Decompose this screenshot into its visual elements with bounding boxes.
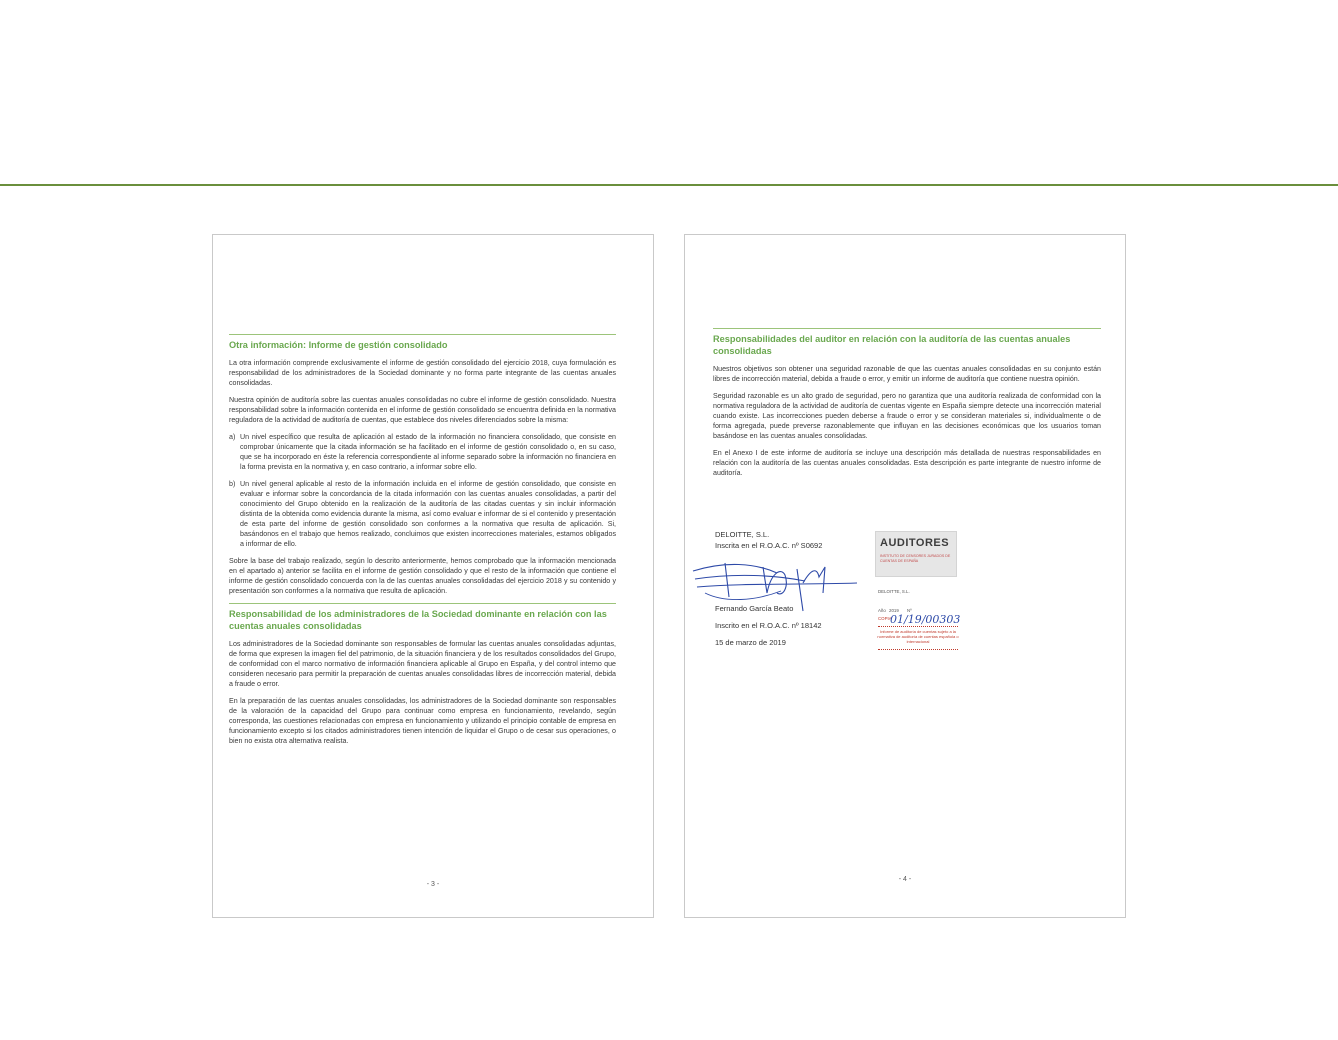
auditores-stamp [875, 531, 957, 577]
signer-block [715, 603, 822, 648]
signer-name: Fernando García Beato [715, 604, 794, 613]
paragraph: Sobre la base del trabajo realizado, según lo descrito anteriormente, hemos comprobado que la información mencionada en el apartado a) anterior se facilita en el informe de gestión consolidado y que el resto de la información que contiene el informe de gestión consolidado concuerda con la de las cuentas anuales consolidadas del ejercicio 2018 y su contenido y presentación son conformes a la normativa que resulta de aplicación. [229, 557, 616, 595]
paragraph: Seguridad razonable es un alto grado de seguridad, pero no garantiza que una auditoría realizada de conformidad con la normativa reguladora de la actividad de auditoría de cuentas vigente en España siempre detecte una incorrección material cuando existe. Las incorrecciones pueden deberse a fraude o error y se consideran materiales si, individualmente o de forma agregada, puede preverse razonablemente que influyan en las decisiones económicas que los usuarios toman basándose en las cuentas anuales consolidadas. [713, 392, 1101, 440]
stamp-title: AUDITORES [880, 537, 950, 549]
seal-year-label: Año [878, 608, 886, 613]
section-heading-other-info: Otra información: Informe de gestión consolidado [229, 340, 448, 350]
page-number: - 4 - [898, 876, 912, 883]
document-page-3 [212, 234, 654, 918]
paragraph: Los administradores de la Sociedad dominante son responsables de formular las cuentas anuales consolidadas adjuntas, de forma que expresen la imagen fiel del patrimonio, de la situación financiera y de los resultados consolidados del Grupo, de conformidad con el marco normativo de información financiera aplicable al Grupo en España, y del control interno que consideren necesario para permitir la preparación de cuentas anuales consolidadas libres de incorrección material, debida a fraude o error. [229, 640, 616, 688]
document-page-4 [684, 234, 1126, 918]
seal-year: 2019 [889, 608, 899, 613]
list-item [229, 432, 616, 472]
section-rule [229, 603, 616, 604]
firm-name: DELOITTE, S.L. [715, 530, 770, 539]
paragraph: Nuestra opinión de auditoría sobre las cuentas anuales consolidadas no cubre el informe de gestión consolidado. Nuestra responsabilidad sobre la información contenida en el informe de gestión consolidado se encuentra definida en la normativa reguladora de la actividad de auditoría de cuentas, que establece dos niveles diferenciados sobre la misma: [229, 396, 616, 424]
seal-note: Informe de auditoría de cuentas sujeto a la normativa de auditoría de cuentas española o internacional [877, 629, 959, 644]
page4-content [713, 328, 1101, 485]
list-item [229, 479, 616, 549]
firm-registry: Inscrita en el R.O.A.C. nº S0692 [715, 541, 823, 550]
section-rule [229, 334, 616, 335]
section-rule [713, 328, 1101, 329]
paragraph: La otra información comprende exclusivamente el informe de gestión consolidado del ejercicio 2018, cuya formulación es responsabilidad de los administradores de la Sociedad dominante y no forma parte integrante de las cuentas anuales consolidadas. [229, 359, 616, 387]
page-number: - 3 - [426, 881, 440, 888]
list-text: Un nivel general aplicable al resto de la información incluida en el informe de gestión consolidado, que consiste en evaluar e informar sobre la concordancia de la citada información con las cuentas anuales consolidadas, a partir del conocimiento del Grupo obtenido en la realización de la auditoría de las citadas cuentas y sin incluir información distinta de la obtenida como evidencia durante la misma, así como evaluar e informar de si el contenido y presentación de esta parte del informe de gestión consolidado son conformes a la normativa que resulta de aplicación. Si, basándonos en el trabajo que hemos realizado, concluimos que existen incorrecciones materiales, estamos obligados a informar de ello. [240, 480, 616, 548]
signature-date: 15 de marzo de 2019 [715, 638, 786, 647]
seal-number: 01/19/00303 [890, 613, 961, 626]
page3-content [229, 334, 616, 753]
seal-dotted-line [878, 649, 958, 650]
paragraph: En la preparación de las cuentas anuales consolidadas, los administradores de la Sociedad dominante son responsables de la valoración de la capacidad del Grupo para continuar como empresa en funcionamiento, revelando, según corresponda, las cuestiones relacionadas con empresa en funcionamiento y utilizando el principio contable de empresa en funcionamiento excepto si los citados administradores tienen intención de liquidar el Grupo o de cesar sus operaciones, o bien no exista otra alternativa realista. [229, 697, 616, 745]
list-marker: a) [229, 433, 236, 441]
stamp-firm: DELOITTE, S.L. [878, 589, 910, 594]
seal-dotted-line [878, 626, 958, 627]
firm-block [715, 529, 822, 551]
list-text: Un nivel específico que resulta de aplicación al estado de la información no financiera consolidado, que consiste en comprobar únicamente que la citada información se ha facilitado en el informe de gestión consolidado o, en su caso, que se ha incorporado en éste la referencia correspondiente al informe separado sobre la información no financiera en la forma prevista en la normativa y, en caso contrario, a informar sobre ello. [240, 433, 616, 471]
list-marker: b) [229, 480, 236, 488]
paragraph: Nuestros objetivos son obtener una seguridad razonable de que las cuentas anuales consolidadas en su conjunto están libres de incorrección material, debida a fraude o error, y emitir un informe de auditoría que contiene nuestra opinión. [713, 365, 1101, 383]
paragraph: En el Anexo I de este informe de auditoría se incluye una descripción más detallada de nuestras responsabilidades en relación con la auditoría de las cuentas anuales consolidadas. Esta descripción es parte integrante de nuestro informe de auditoría. [713, 449, 1101, 477]
section-heading-administrators: Responsabilidad de los administradores de la Sociedad dominante en relación con las cuentas anuales consolidadas [229, 609, 607, 631]
stamp-subtitle: INSTITUTO DE CENSORES JURADOS DE CUENTAS DE ESPAÑA [880, 554, 951, 563]
signer-registry: Inscrito en el R.O.A.C. nº 18142 [715, 621, 822, 630]
seal-copy-label: COPIA [878, 616, 892, 621]
top-divider [0, 184, 1338, 186]
seal-number-label: Nº [907, 608, 912, 613]
section-heading-auditor: Responsabilidades del auditor en relación con la auditoría de las cuentas anuales consolidadas [713, 334, 1071, 356]
